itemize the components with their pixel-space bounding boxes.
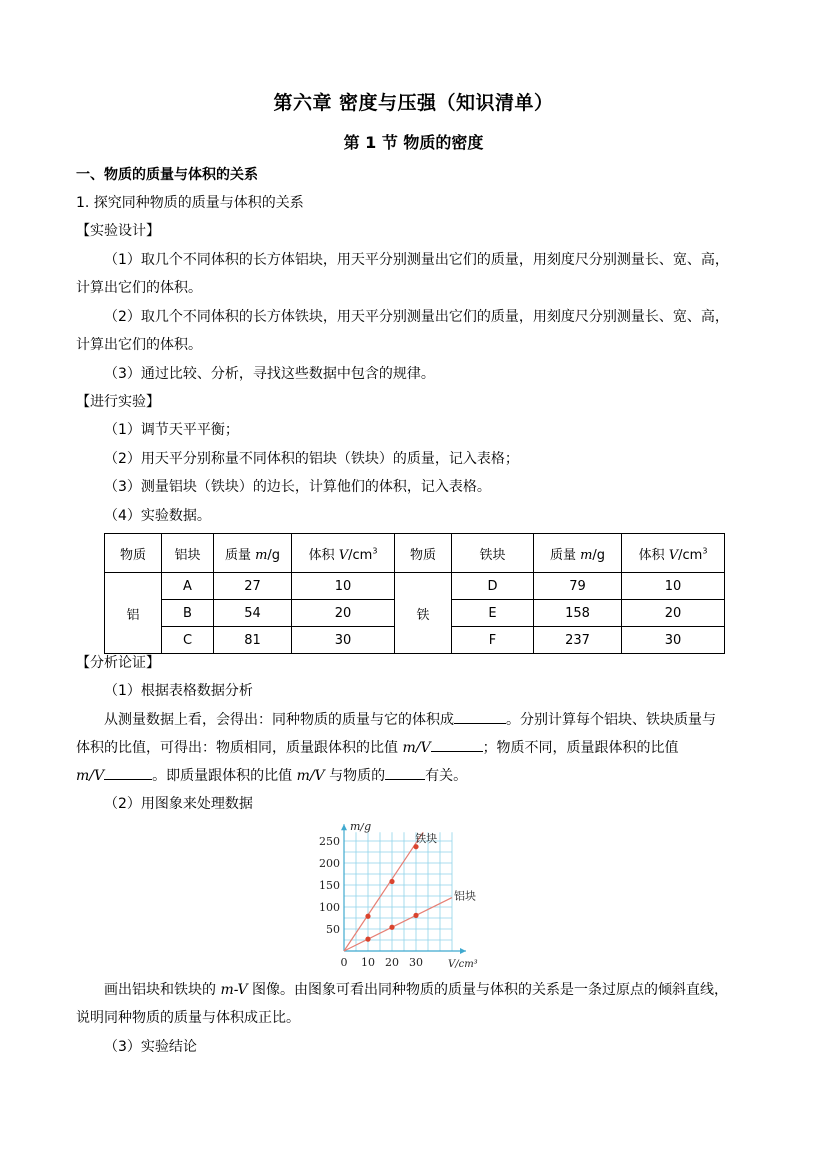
analysis-paragraph-line-1: 从测量数据上看，会得出：同种物质的质量与它的体积成 。分别计算每个铝块、铁块质量与 <box>104 709 779 730</box>
header-volume-2: 体积 $V/cm^3$ <box>622 534 725 573</box>
header-aluminum-block: 铝块 <box>162 534 214 573</box>
analysis-step-3: （3）实验结论 <box>104 1039 197 1055</box>
conduct-step-4: （4）实验数据。 <box>104 508 211 524</box>
x-tick-label: 20 <box>385 956 399 968</box>
design-step-1-line-1: （1）取几个不同体积的长方体铝块，用天平分别测量出它们的质量，用刻度尺分别测量长、宽、高， <box>104 252 729 268</box>
design-step-1-line-2: 计算出它们的体积。 <box>76 280 202 296</box>
header-mass-2: 质量 m/g <box>534 534 622 573</box>
header-mass: 质量 m/g <box>214 534 292 573</box>
data-point-aluminum <box>413 913 418 918</box>
graph-paragraph-line-2: 说明同种物质的质量与体积成正比。 <box>76 1010 300 1026</box>
analysis-step-2: （2）用图象来处理数据 <box>104 796 253 812</box>
mass-volume-chart <box>312 823 482 968</box>
y-tick-label: 200 <box>319 857 340 870</box>
series-label-aluminum: 铝块 <box>454 889 476 903</box>
answer-blank[interactable] <box>454 709 506 724</box>
heading-mass-volume: 一、物质的质量与体积的关系 <box>76 167 258 183</box>
y-tick-label: 250 <box>319 835 340 848</box>
header-substance-2: 物质 <box>395 534 452 573</box>
data-point-iron <box>389 879 394 884</box>
data-point-aluminum <box>365 937 370 942</box>
y-axis-arrow <box>341 824 347 830</box>
table-cell: A <box>162 573 214 600</box>
header-iron-block: 铁块 <box>452 534 534 573</box>
conduct-step-2: （2）用天平分别称量不同体积的铝块（铁块）的质量，记入表格； <box>104 451 519 467</box>
analysis-paragraph-line-2: 体积的比值，可得出：物质相同，质量跟体积的比值 m/V ；物质不同，质量跟体积的比值 <box>76 737 751 758</box>
conduct-step-3: （3）测量铝块（铁块）的边长，计算他们的体积，记入表格。 <box>104 479 491 495</box>
series-label-iron: 铁块 <box>415 832 438 846</box>
table-row <box>105 573 725 600</box>
table-cell: 30 <box>622 627 725 654</box>
group-aluminum: 铝 <box>105 573 162 654</box>
label-experiment-design: 【实验设计】 <box>76 223 160 239</box>
table-cell: 30 <box>292 627 395 654</box>
table-header-row <box>105 534 725 573</box>
graph-paragraph-line-1: 画出铝块和铁块的 m-V 图像。由图象可看出同种物质的质量与体积的关系是一条过原点的倾斜直线， <box>104 982 729 998</box>
section-title: 第 1 节 物质的密度 <box>343 133 484 152</box>
table-cell: 54 <box>214 600 292 627</box>
answer-blank[interactable] <box>385 765 425 780</box>
table-cell: F <box>452 627 534 654</box>
answer-blank[interactable] <box>104 765 152 780</box>
header-volume: 体积 $V/cm^3$ <box>292 534 395 573</box>
series-line-aluminum <box>344 898 452 951</box>
x-axis-arrow <box>460 948 466 954</box>
design-step-2-line-2: 计算出它们的体积。 <box>76 337 202 353</box>
x-tick-label: 0 <box>340 956 348 968</box>
x-axis-label: V/cm³ <box>448 959 478 968</box>
data-point-iron <box>365 914 370 919</box>
data-point-aluminum <box>389 925 394 930</box>
table-cell: 20 <box>622 600 725 627</box>
table-cell: 10 <box>292 573 395 600</box>
table-cell: 10 <box>622 573 725 600</box>
answer-blank[interactable] <box>431 737 483 752</box>
table-cell: 20 <box>292 600 395 627</box>
y-axis-label: m/g <box>350 823 372 834</box>
header-substance: 物质 <box>105 534 162 573</box>
label-analysis: 【分析论证】 <box>76 655 160 671</box>
table-cell: B <box>162 600 214 627</box>
table-cell: 237 <box>534 627 622 654</box>
y-tick-label: 50 <box>326 923 340 936</box>
y-tick-label: 100 <box>319 901 340 914</box>
table-cell: 158 <box>534 600 622 627</box>
table-cell: 81 <box>214 627 292 654</box>
design-step-3: （3）通过比较、分析，寻找这些数据中包含的规律。 <box>104 366 435 382</box>
table-cell: E <box>452 600 534 627</box>
table-cell: C <box>162 627 214 654</box>
table-cell: 27 <box>214 573 292 600</box>
x-tick-label: 30 <box>409 956 423 968</box>
label-conduct-experiment: 【进行实验】 <box>76 394 160 410</box>
design-step-2-line-1: （2）取几个不同体积的长方体铁块，用天平分别测量出它们的质量，用刻度尺分别测量长、宽、高， <box>104 309 729 325</box>
analysis-paragraph-line-3: m/V 。即质量跟体积的比值 m/V 与物质的 有关。 <box>76 765 751 786</box>
conduct-step-1: （1）调节天平平衡； <box>104 422 239 438</box>
subheading-explore: 1. 探究同种物质的质量与体积的关系 <box>76 195 304 211</box>
y-tick-label: 150 <box>319 879 340 892</box>
chapter-title: 第六章 密度与压强（知识清单） <box>273 92 554 114</box>
data-table <box>104 533 725 654</box>
table-cell: 79 <box>534 573 622 600</box>
group-iron: 铁 <box>395 573 452 654</box>
analysis-step-1: （1）根据表格数据分析 <box>104 683 253 699</box>
x-tick-label: 10 <box>361 956 375 968</box>
table-cell: D <box>452 573 534 600</box>
